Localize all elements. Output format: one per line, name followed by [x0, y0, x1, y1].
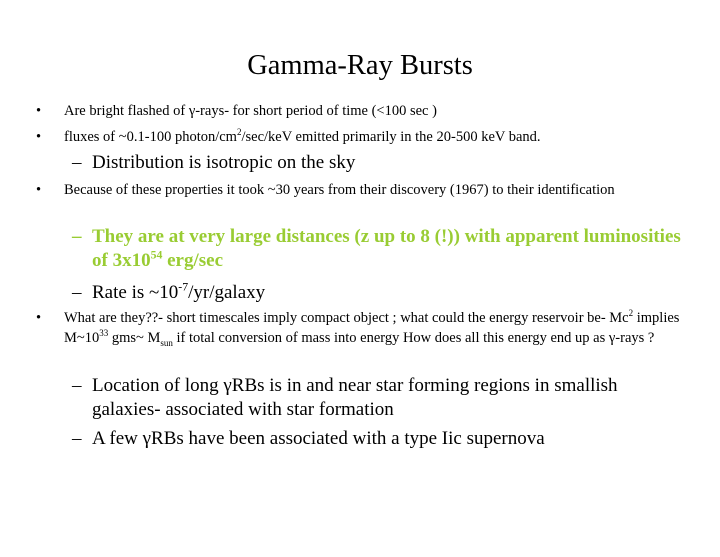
bullet-item	[36, 101, 690, 121]
slide-title: Gamma-Ray Bursts	[247, 50, 473, 81]
subscript: sun	[160, 337, 173, 348]
dash-marker: –	[72, 152, 82, 173]
superscript: 2	[628, 308, 634, 319]
sub-bullet-text: erg/sec	[162, 250, 223, 271]
bullet-text: fluxes of ~0.1-100 photon/cm	[64, 129, 237, 145]
sub-bullet-item-highlight	[72, 225, 682, 273]
bullet-text: Are bright flashed of γ-rays- for short period of time (<100 sec )	[64, 103, 437, 119]
bullet-item	[36, 180, 690, 200]
sub-bullet-item	[72, 427, 682, 451]
superscript: 33	[99, 328, 109, 339]
bullet-marker: •	[36, 129, 42, 145]
bullet-text: if total conversion of mass into energy How does all this energy end up as γ-rays ?	[172, 330, 655, 346]
sub-bullet-text: They are at very large distances (z up to 8 (!)) with apparent luminosities of 3x10	[92, 226, 681, 271]
bullet-item	[36, 127, 690, 147]
sub-bullet-text: /yr/galaxy	[188, 282, 266, 303]
bullet-text: /sec/keV emitted primarily in the 20-500 keV band.	[241, 129, 541, 145]
bullet-text: Because of these properties it took ~30 years from their discovery (1967) to their identification	[64, 182, 615, 198]
bullet-marker: •	[36, 182, 42, 198]
sub-bullet-text: A few γRBs have been associated with a type Iic supernova	[92, 428, 545, 449]
bullet-marker: •	[36, 310, 42, 326]
sub-bullet-item	[72, 374, 682, 422]
bullet-marker: •	[36, 103, 42, 119]
dash-marker: –	[72, 428, 82, 449]
sub-bullet-text: Rate is ~10	[92, 282, 179, 303]
bullet-item	[36, 308, 690, 348]
sub-bullet-text: Distribution is isotropic on the sky	[92, 152, 356, 173]
bullet-text: What are they??- short timescales imply compact object ; what could the energy reservoir be- Mc	[64, 310, 629, 326]
superscript: 54	[150, 248, 163, 262]
dash-marker: –	[72, 375, 82, 396]
sub-bullet-text: Location of long γRBs is in and near star forming regions in smallish galaxies- associated with star formation	[92, 375, 618, 420]
sub-bullet-item	[72, 151, 682, 175]
bullet-text: gms~ M	[108, 330, 161, 346]
dash-marker: –	[72, 226, 82, 247]
superscript: -7	[178, 280, 189, 294]
sub-bullet-item	[72, 280, 682, 305]
dash-marker: –	[72, 282, 82, 303]
bullet-text: implies M~10	[64, 310, 680, 346]
superscript: 2	[236, 127, 242, 138]
